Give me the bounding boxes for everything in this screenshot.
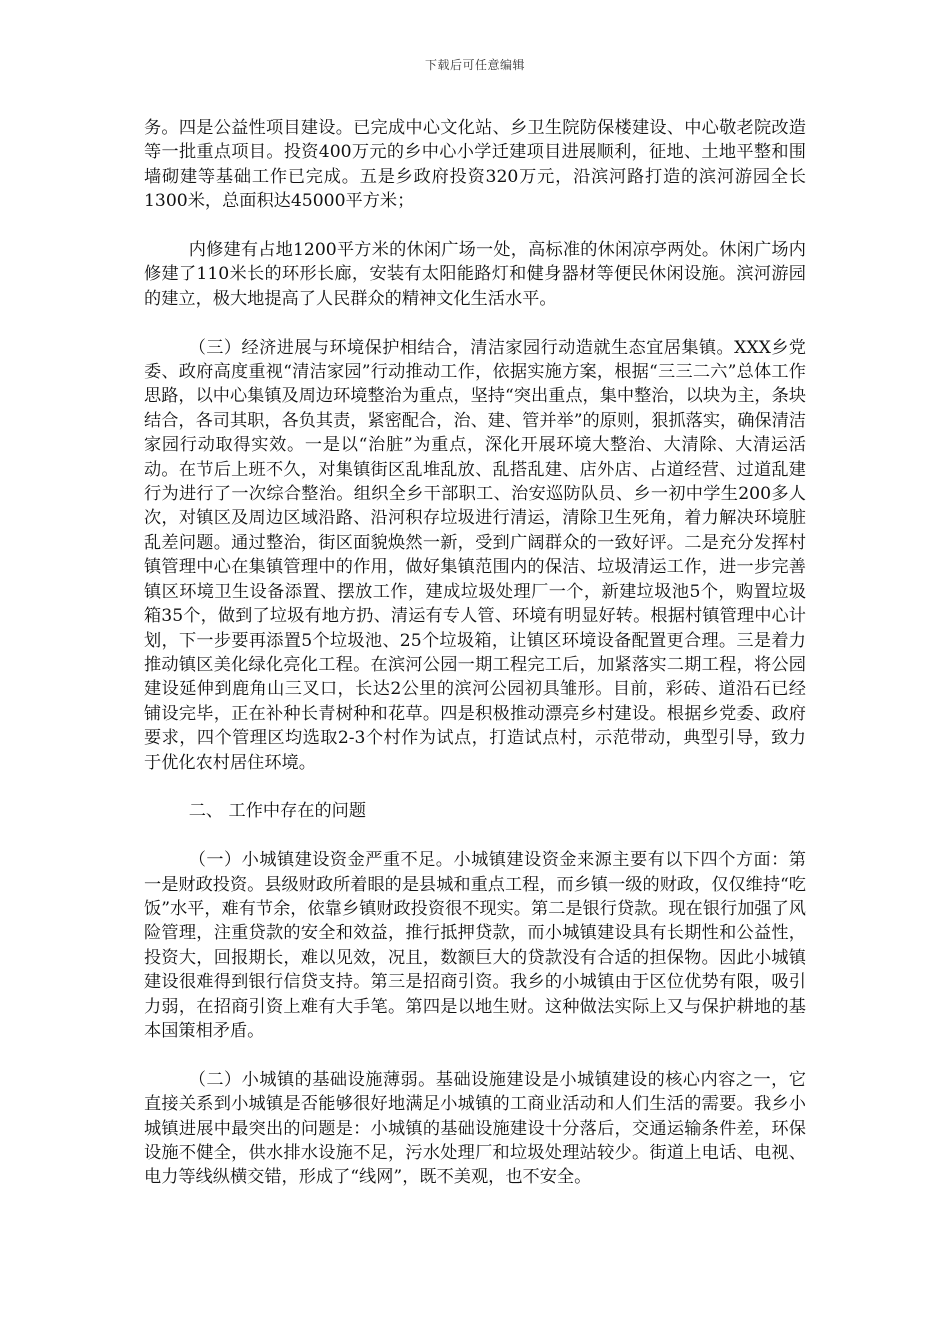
paragraph-leisure-square: 内修建有占地1200平方米的休闲广场一处，高标准的休闲凉亭两处。休闲广场内修建了110米长的环形长廊，安装有太阳能路灯和健身器材等便民休闲设施。滨河游园的建立，极大地提高了人民群众的精神文化生活水平。: [144, 240, 806, 309]
paragraph-weak-infrastructure: （二）小城镇的基础设施薄弱。基础设施建设是小城镇建设的核心内容之一，它直接关系到小城镇是否能够很好地满足小城镇的工商业活动和人们生活的需要。我乡小城镇进展中最突出的问题是：小城镇的基础设施建设十分落后，交通运输条件差，环保设施不健全，供水排水设施不足，污水处理厂和垃圾处理站较少。街道上电话、电视、电力等线纵横交错，形成了“线网”，既不美观，也不安全。: [144, 1069, 806, 1188]
paragraph-clean-homeland: （三）经济进展与环境保护相结合，清洁家园行动造就生态宜居集镇。XXX乡党委、政府高度重视“清洁家园”行动推动工作，依据实施方案，根据“三三二六”总体工作思路，以中心集镇及周边环境整治为重点，坚持“突出重点，集中整治，以块为主，条块结合，各司其职，各负其责，紧密配合，治、建、管并举”的原则，狠抓落实，确保清洁家园行动取得实效。一是以“治脏”为重点，深化开展环境大整治、大清除、大清运活动。在节后上班不久，对集镇街区乱堆乱放、乱搭乱建、店外店、占道经营、过道乱建行为进行了一次综合整治。组织全乡干部职工、治安巡防队员、乡一初中学生200多人次，对镇区及周边区域沿路、沿河积存垃圾进行清运，清除卫生死角，着力解决环境脏乱差问题。通过整治，街区面貌焕然一新，受到广阔群众的一致好评。二是充分发挥村镇管理中心在集镇管理中的作用，做好集镇范围内的保洁、垃圾清运工作，进一步完善镇区环境卫生设备添置、摆放工作，建成垃圾处理厂一个，新建垃圾池5个，购置垃圾箱35个，做到了垃圾有地方扔、清运有专人管、环境有明显好转。根据村镇管理中心计划，下一步要再添置5个垃圾池、25个垃圾箱，让镇区环境设备配置更合理。三是着力推动镇区美化绿化亮化工程。在滨河公园一期工程完工后，加紧落实二期工程，将公园建设延伸到鹿角山三叉口，长达2公里的滨河公园初具雏形。目前，彩砖、道沿石已经铺设完毕，正在补种长青树种和花草。四是积极推动漂亮乡村建设。根据乡党委、政府要求，四个管理区均选取2-3个村作为试点，打造试点村，示范带动，典型引导，致力于优化农村居住环境。: [144, 337, 806, 773]
document-body: [144, 116, 806, 1214]
paragraph-funding-shortage: （一）小城镇建设资金严重不足。小城镇建设资金来源主要有以下四个方面：第一是财政投资。县级财政所着眼的是县城和重点工程，而乡镇一级的财政，仅仅维持“吃饭”水平，难有节余，依靠乡镇财政投资很不现实。第二是银行贷款。现在银行加强了风险管理，注重贷款的安全和效益，推行抵押贷款，而小城镇建设具有长期性和公益性，投资大，回报期长，难以见效，况且，数额巨大的贷款没有合适的担保物。因此小城镇建设很难得到银行信贷支持。第三是招商引资。我乡的小城镇由于区位优势有限，吸引力弱，在招商引资上难有大手笔。第四是以地生财。这种做法实际上又与保护耕地的基本国策相矛盾。: [144, 850, 806, 1041]
paragraph-continuation: 务。四是公益性项目建设。已完成中心文化站、乡卫生院防保楼建设、中心敬老院改造等一批重点项目。投资400万元的乡中心小学迁建项目进展顺利，征地、土地平整和围墙砌建等基础工作已完成。五是乡政府投资320万元，沿滨河路打造的滨河游园全长1300米，总面积达45000平方米；: [144, 118, 806, 212]
section-heading-problems: 二、 工作中存在的问题: [188, 801, 367, 822]
page-header: 下载后可任意编辑: [424, 58, 525, 72]
